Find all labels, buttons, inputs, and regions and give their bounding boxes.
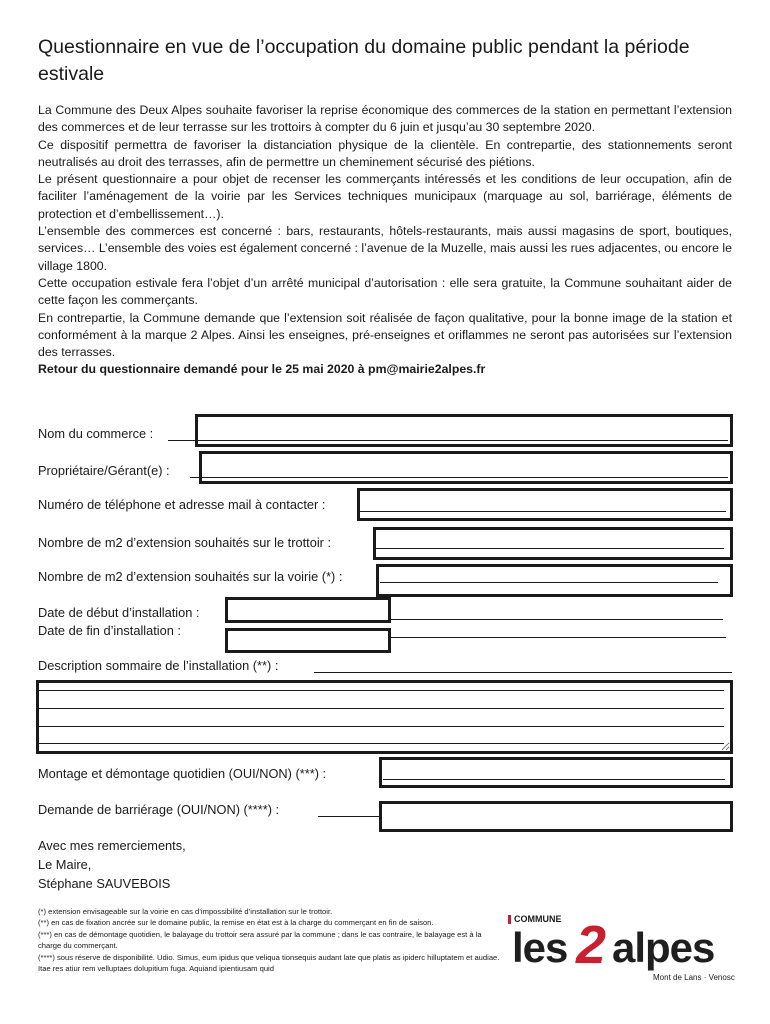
date-fin-field[interactable] <box>225 628 391 653</box>
telephone-field[interactable] <box>357 488 733 521</box>
footnote: (***) en cas de démontage quotidien, le balayage du trottoir sera assuré par la commune ; dans le cas contraire, le balayage est à la charge du commerçant. <box>38 929 482 951</box>
underline <box>198 440 728 441</box>
underline <box>376 548 724 549</box>
intro-text <box>38 102 732 379</box>
telephone-input[interactable] <box>360 491 730 518</box>
commune-logo <box>508 914 735 994</box>
underline <box>39 743 724 744</box>
closing-text: Avec mes remerciements, <box>38 838 186 853</box>
underline <box>380 582 718 583</box>
montage-input[interactable] <box>382 760 730 785</box>
label-date-fin: Date de fin d’installation : <box>38 623 181 638</box>
intro-paragraph: La Commune des Deux Alpes souhaite favoriser la reprise économique des commerces de la station en permettant l’extension des commerces et de leur terrasse sur les trottoirs à compter du 6 juin et jusqu’au 30 septembre 2020. <box>38 103 732 135</box>
label-m2-voirie: Nombre de m2 d’extension souhaités sur la voirie (*) : <box>38 569 343 584</box>
logo-two: 2 <box>576 915 607 975</box>
intro-paragraph: L’ensemble des commerces est concerné : bars, restaurants, hôtels-restaurants, mais aussi magasins de sport, boutiques, services… L’ensemble des voies est également concerné : l’avenue de la Muzelle, mais aussi les rues adjacentes, ou encore le village 1800. <box>38 224 732 273</box>
underline <box>39 708 724 709</box>
intro-paragraph: Le présent questionnaire a pour objet de recenser les commerçants intéressés et les conditions de leur occupation, afin de faciliter l’aménagement de la voirie par les Services techniques municipaux (marquage au sol, barriérage, éléments de protection et d’embellissement…). <box>38 172 732 221</box>
intro-paragraph: Cette occupation estivale fera l’objet d’un arrêté municipal d’autorisation : elle sera gratuite, la Commune souhaitant aider de cette façon les commerçants. <box>38 275 732 308</box>
underline <box>202 477 728 478</box>
label-description: Description sommaire de l’installation (**) : <box>38 658 279 673</box>
barrierage-field[interactable] <box>379 801 733 832</box>
underline <box>39 690 724 691</box>
date-debut-field[interactable] <box>225 597 391 623</box>
m2-voirie-input[interactable] <box>379 567 730 594</box>
underline <box>314 672 732 673</box>
footnote: (**) en cas de fixation ancrée sur le domaine public, la remise en état est à la charge du commerçant en fin de saison. <box>38 918 434 928</box>
return-notice: Retour du questionnaire demandé pour le 25 mai 2020 à pm@mairie2alpes.fr <box>38 362 486 377</box>
label-barrierage: Demande de barriérage (OUI/NON) (****) : <box>38 802 280 817</box>
intro-paragraph: Ce dispositif permettra de favoriser la distanciation physique de la clientèle. En contrepartie, des stationnements seront neutralisés au droit des terrasses, afin de permettre un cheminement sécurisé des piétions. <box>38 137 732 169</box>
logo-commune-label <box>508 914 562 924</box>
signatory-name: Stéphane SAUVEBOIS <box>38 876 171 891</box>
logo-les: les <box>512 924 568 971</box>
label-telephone: Numéro de téléphone et adresse mail à contacter : <box>38 497 326 512</box>
signatory-role: Le Maire, <box>38 857 92 872</box>
underline <box>390 637 726 638</box>
underline <box>39 726 724 727</box>
logo-commune-text: COMMUNE <box>514 914 562 924</box>
m2-trottoir-input[interactable] <box>376 530 730 557</box>
description-input[interactable] <box>39 683 730 751</box>
footnote: (****) sous réserve de disponibilité. Udio. Simus, eum ipidus que veliqua tionsequis audant late que platis as ipiderc hilluptatem et audiae. Itae res atiur rem velluptaes dolupitium fuga. Aquiand ipientiusam quid <box>38 952 500 974</box>
nom-commerce-field[interactable] <box>195 414 733 447</box>
logo-mark-icon <box>508 915 511 924</box>
date-debut-input[interactable] <box>228 600 388 620</box>
underline <box>168 440 196 441</box>
underline <box>360 511 726 512</box>
label-proprietaire: Propriétaire/Gérant(e) : <box>38 463 170 478</box>
intro-paragraph: En contrepartie, la Commune demande que l’extension soit réalisée de façon qualitative, pour la bonne image de la station et conformément à la marque 2 Alpes. Ainsi les enseignes, pré-enseignes et oriflammes ne seront pas autorisées sur l’extension des terrasses. <box>38 310 732 360</box>
m2-voirie-field[interactable] <box>376 564 733 597</box>
montage-field[interactable] <box>379 757 733 788</box>
underline <box>383 779 725 780</box>
date-fin-input[interactable] <box>228 631 388 650</box>
m2-trottoir-field[interactable] <box>373 527 733 560</box>
logo-subtitle: Mont de Lans · Venosc <box>653 973 735 982</box>
label-montage: Montage et démontage quotidien (OUI/NON) (***) : <box>38 766 327 781</box>
document-title: Questionnaire en vue de l’occupation du domaine public pendant la période estivale <box>38 36 690 85</box>
label-nom-commerce: Nom du commerce : <box>38 426 154 441</box>
underline <box>318 816 382 817</box>
logo-alpes: alpes <box>612 924 715 971</box>
label-date-debut: Date de début d’installation : <box>38 605 200 620</box>
label-m2-trottoir: Nombre de m2 d’extension souhaités sur le trottoir : <box>38 535 332 550</box>
underline <box>390 619 723 620</box>
footnote: (*) extension envisageable sur la voirie en cas d’impossibilité d’installation sur le trottoir. <box>38 907 333 916</box>
barrierage-input[interactable] <box>382 804 730 829</box>
proprietaire-field[interactable] <box>199 451 733 484</box>
signature-block <box>38 836 186 893</box>
footnotes <box>38 906 500 974</box>
